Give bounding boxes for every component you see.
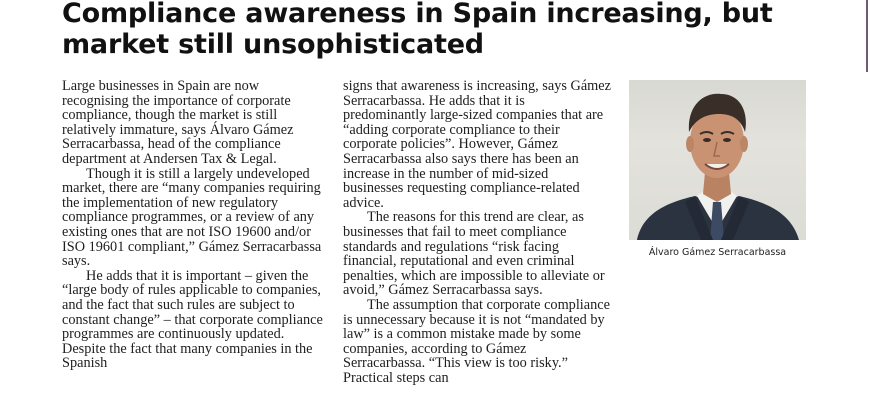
paragraph: Large businesses in Spain are now recognising the importance of corporate compliance, though the market is still relatively immature, says Álvaro Gámez Serracarbassa, head of the compliance department at Andersen Tax & Legal. xyxy=(62,78,294,167)
photo-caption: Álvaro Gámez Serracarbassa xyxy=(648,247,787,258)
portrait-photo xyxy=(629,80,806,240)
paragraph: Though it is still a largely undeveloped market, there are “many companies requiring the implementation of new regulatory compliance programmes, or a review of any existing ones that are not ISO 19600 and/or ISO 19601 compliant,” Gámez Serracarbassa says. xyxy=(62,165,322,270)
paragraph: The reasons for this trend are clear, as businesses that fail to meet compliance standards and regulations “risk facing financial, reputational and even criminal penalties, which are impossible to alleviate or avoid,” Gámez Serracarbassa says. xyxy=(343,209,605,299)
paragraph: signs that awareness is increasing, says Gámez Serracarbassa. He adds that it is predominantly large-sized companies that are “adding corporate compliance to their corporate policies”. However, Gámez Serracarbassa also says there has been an increase in the number of mid-sized businesses requesting compliance-related advice. xyxy=(343,78,611,211)
article-column-2 xyxy=(343,79,611,385)
article-column-1 xyxy=(62,79,324,371)
page-edge-rule xyxy=(866,0,868,72)
article-headline: Compliance awareness in Spain increasing, but market still unsophisticated xyxy=(62,0,773,60)
portrait-illustration xyxy=(629,80,806,240)
paragraph: He adds that it is important – given the “large body of rules applicable to companies, and the fact that such rules are subject to constant change” – that corporate compliance programmes are continuously updated. Despite the fact that many companies in the Spanish xyxy=(62,267,323,372)
paragraph: The assumption that corporate compliance is unnecessary because it is not “mandated by law” is a common mistake made by some companies, according to Gámez Serracarbassa. “This view is too risky.” Practical steps can xyxy=(343,296,610,386)
